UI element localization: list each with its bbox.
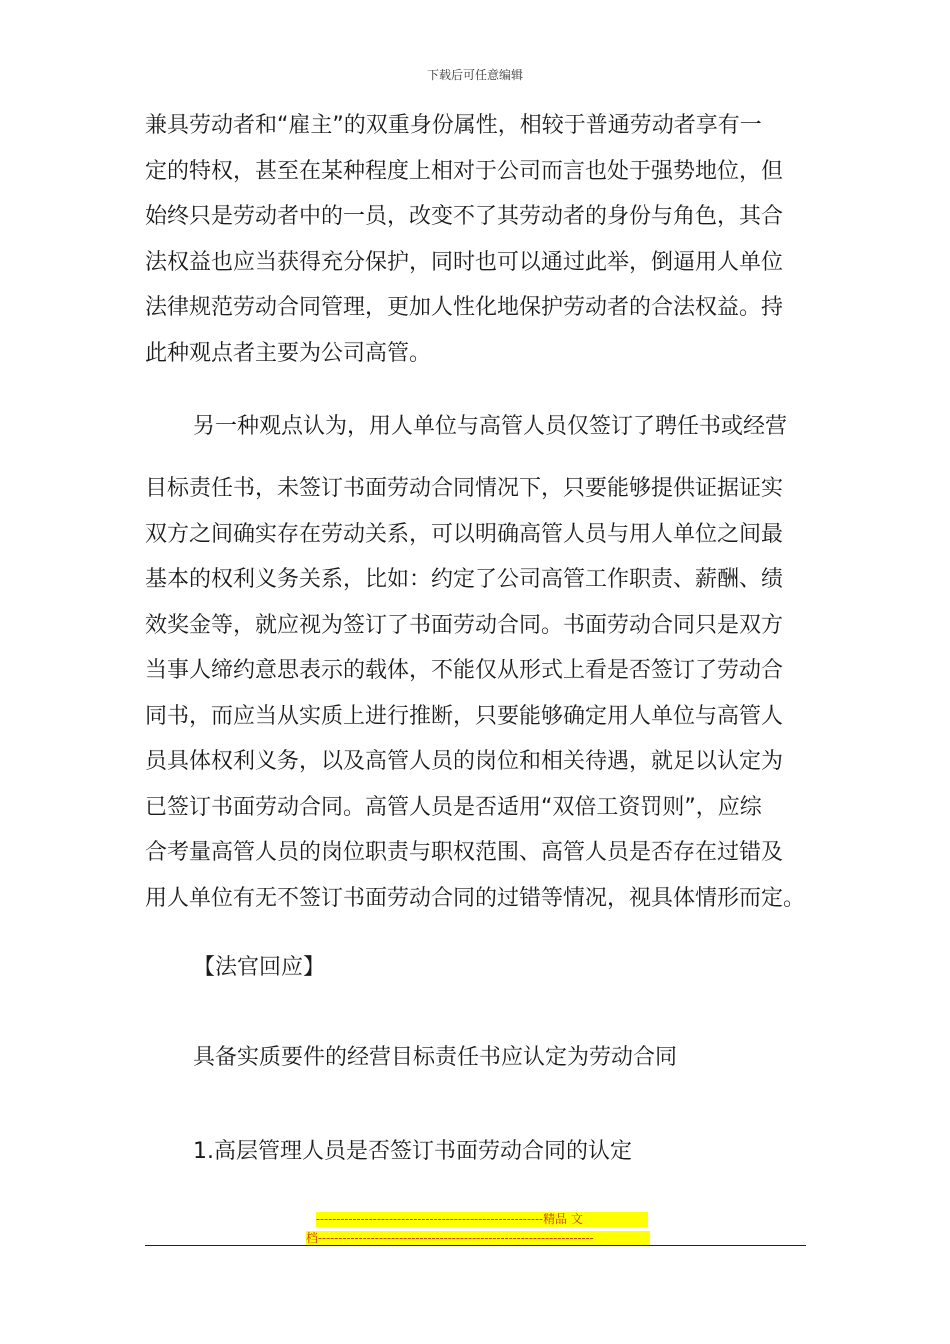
paragraph-opening-line [145,404,810,450]
text-line: 员具体权利义务，以及高管人员的岗位和相关待遇，就足以认定为 [145,749,784,774]
text-line: 合考量高管人员的岗位职责与职权范围、高管人员是否存在过错及 [145,840,784,865]
text-line: 用人单位有无不签订书面劳动合同的过错等情况，视具体情形而定。 [145,885,806,911]
text-line: 另一种观点认为，用人单位与高管人员仅签订了聘任书或经营 [193,414,788,439]
section-heading: 【法官回应】 [193,955,326,980]
text-line: 法律规范劳动合同管理，更加人性化地保护劳动者的合法权益。持 [145,295,784,320]
text-line: 此种观点者主要为公司高管。 [145,340,432,366]
paragraph-continuation [145,103,810,376]
subheading: 具备实质要件的经营目标责任书应认定为劳动合同 [193,1045,678,1070]
text-line: 兼具劳动者和“雇主”的双重身份属性，相较于普通劳动者享有一 [145,113,762,138]
text-line: 目标责任书，未签订书面劳动合同情况下，只要能够提供证据证实 [145,476,784,501]
text-line: 法权益也应当获得充分保护，同时也可以通过此举，倒逼用人单位 [145,249,784,275]
footer-rule [145,1245,806,1246]
text-line: 始终只是劳动者中的一员，改变不了其劳动者的身份与角色，其合 [145,204,784,229]
text-line: 基本的权利义务关系，比如：约定了公司高管工作职责、薪酬、绩 [145,567,784,592]
numbered-heading: 1.高层管理人员是否签订书面劳动合同的认定 [193,1139,632,1164]
footer-watermark-line: --------------------------------------------------------精品 文 [316,1212,648,1227]
text-line: 定的特权，甚至在某种程度上相对于公司而言也处于强势地位，但 [145,158,784,184]
page-header-note: 下载后可任意编辑 [426,68,523,82]
text-line: 同书，而应当从实质上进行推断，只要能够确定用人单位与高管人 [145,703,784,729]
footer-watermark-line: 档-------------------------------------------------------------------- [306,1231,650,1246]
text-line: 双方之间确实存在劳动关系，可以明确高管人员与用人单位之间最 [145,521,784,547]
paragraph-body [145,466,810,921]
text-line: 效奖金等，就应视为签订了书面劳动合同。书面劳动合同只是双方 [145,612,784,638]
text-line: 当事人缔约意思表示的载体，不能仅从形式上看是否签订了劳动合 [145,658,784,683]
text-line: 已签订书面劳动合同。高管人员是否适用“双倍工资罚则”，应综 [145,794,762,820]
